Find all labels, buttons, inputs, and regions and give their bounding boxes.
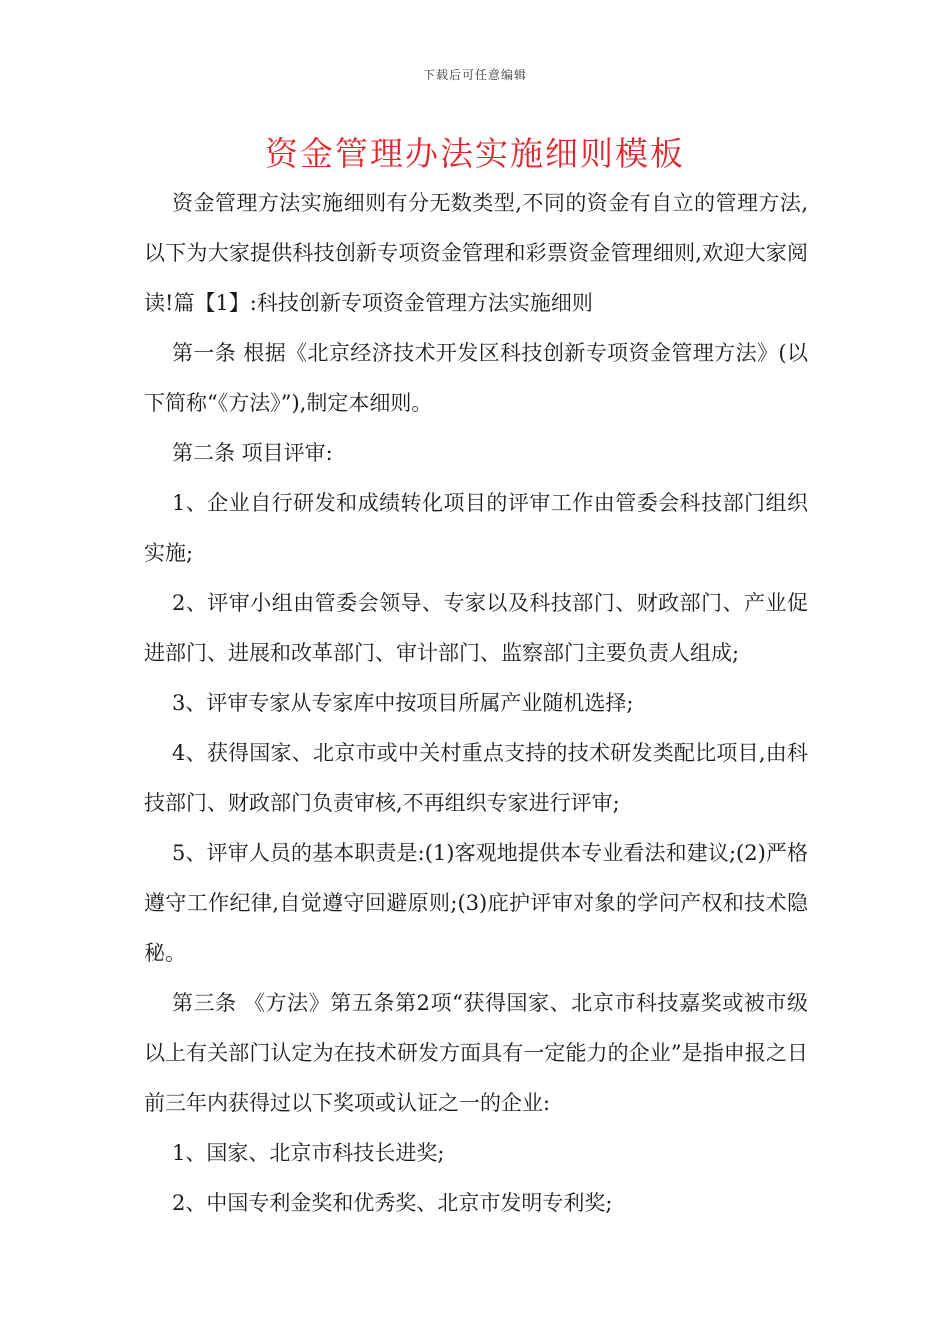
- paragraph-article-3: 第三条 《方法》第五条第2项“获得国家、北京市科技嘉奖或被市级以上有关部门认定为在技术研发方面具有一定能力的企业”是指申报之日前三年内获得过以下奖项或认证之一的企业:: [144, 991, 808, 1115]
- paragraph-award-1: 1、国家、北京市科技长进奖;: [172, 1141, 445, 1165]
- paragraph-award-2: 2、中国专利金奖和优秀奖、北京市发明专利奖;: [172, 1191, 613, 1215]
- document-body: [144, 178, 808, 1228]
- header-note: 下载后可任意编辑: [422, 68, 527, 82]
- paragraph-item-5: 5、评审人员的基本职责是:(1)客观地提供本专业看法和建议;(2)严格遵守工作纪律,自觉遵守回避原则;(3)庇护评审对象的学问产权和技术隐秘。: [144, 841, 808, 965]
- paragraph-item-2: 2、评审小组由管委会领导、专家以及科技部门、财政部门、产业促进部门、进展和改革部门、审计部门、监察部门主要负责人组成;: [144, 591, 808, 665]
- paragraph-article-2: 第二条 项目评审:: [172, 441, 333, 465]
- paragraph-item-3: 3、评审专家从专家库中按项目所属产业随机选择;: [172, 691, 634, 715]
- paragraph-article-1: 第一条 根据《北京经济技术开发区科技创新专项资金管理方法》(以下简称“《方法》”),制定本细则。: [144, 341, 808, 415]
- paragraph-item-4: 4、获得国家、北京市或中关村重点支持的技术研发类配比项目,由科技部门、财政部门负责审核,不再组织专家进行评审;: [144, 741, 808, 815]
- paragraph-item-1: 1、企业自行研发和成绩转化项目的评审工作由管委会科技部门组织实施;: [144, 491, 808, 565]
- document-title: 资金管理办法实施细则模板: [265, 134, 685, 173]
- paragraph-intro: 资金管理方法实施细则有分无数类型,不同的资金有自立的管理方法,以下为大家提供科技创新专项资金管理和彩票资金管理细则,欢迎大家阅读!篇【1】:科技创新专项资金管理方法实施细则: [144, 191, 808, 315]
